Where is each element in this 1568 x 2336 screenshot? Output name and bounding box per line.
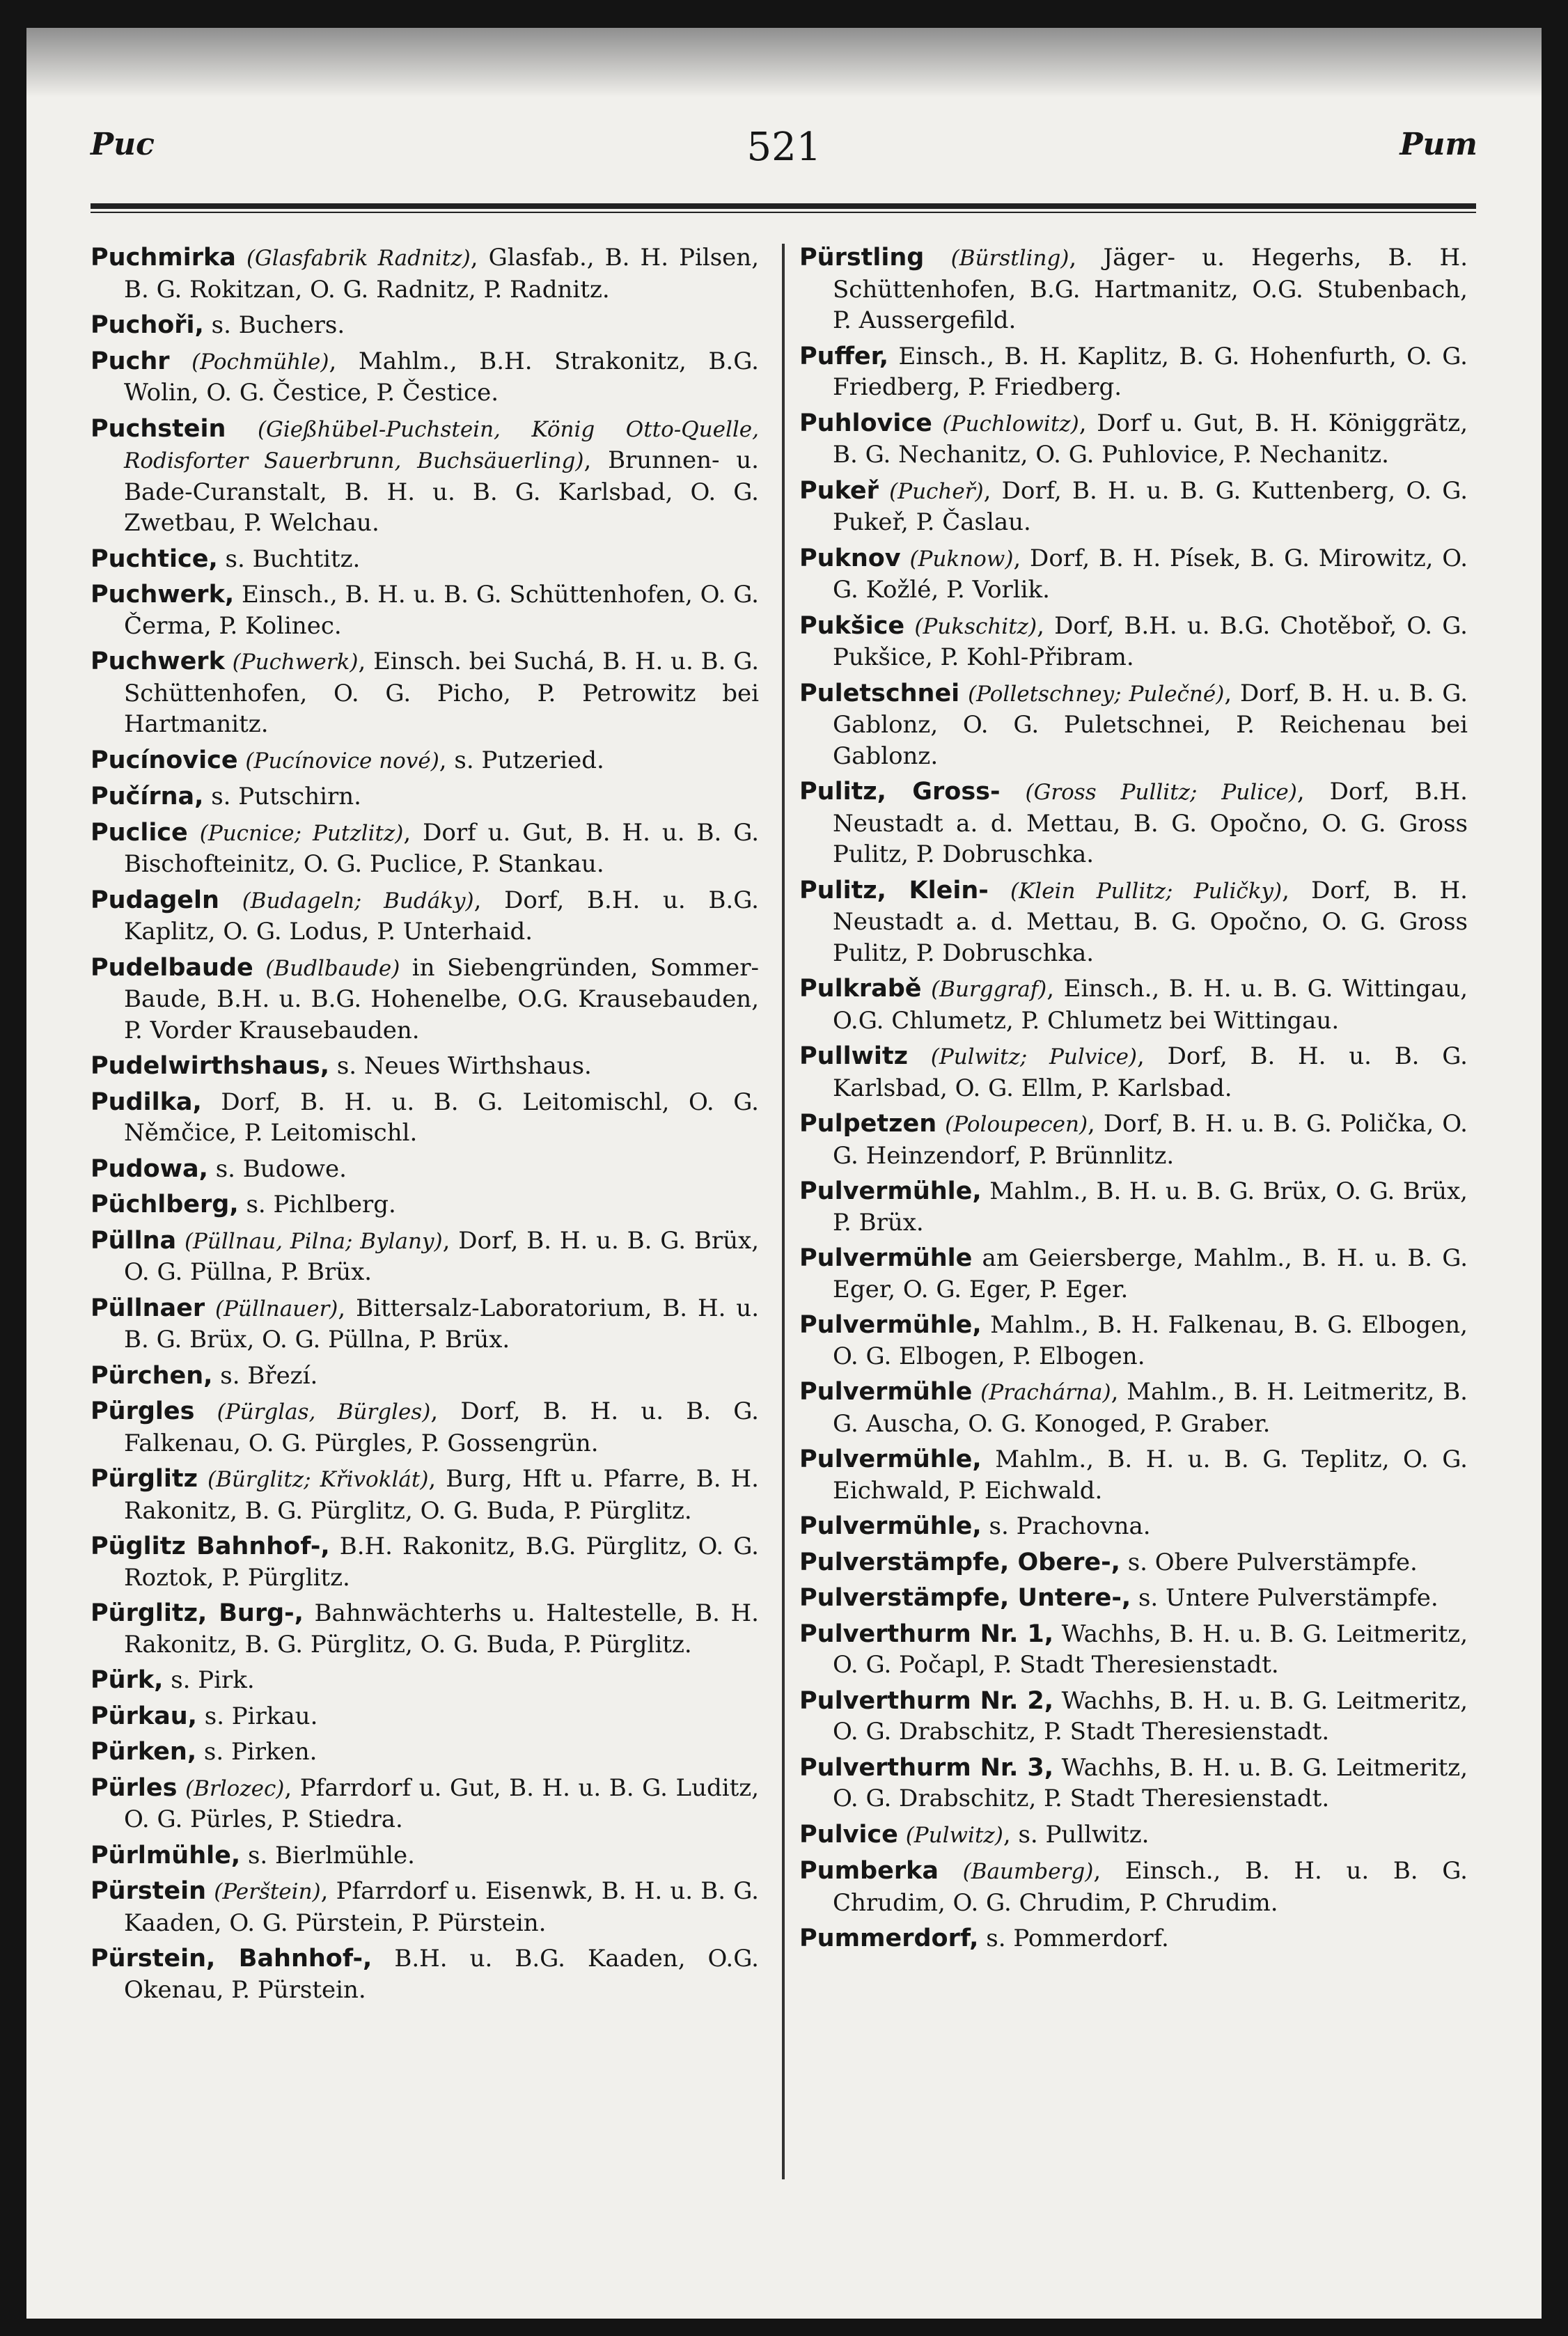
entry-text: , Dorf, B. H. Neustadt a. d. Mettau, B. G. Opočno, O. G. Gross Pulitz, P. Dobruschka. — [833, 876, 1468, 967]
entry — [799, 678, 1468, 772]
entry-text: , Dorf, B.H. Neustadt a. d. Mettau, B. G. Opočno, O. G. Gross Pulitz, P. Dobruschka. — [833, 778, 1468, 868]
entry-headword: Pulitz, Klein- — [799, 876, 989, 904]
entry-text: , Dorf, B.H. u. B.G. Kaplitz, O. G. Lodus, P. Unterhaid. — [124, 886, 759, 946]
entry-text: Dorf, B. H. u. B. G. Leitomischl, O. G. Němčice, P. Leitomischl. — [124, 1088, 759, 1147]
entry-text: am Geiersberge, Mahlm., B. H. u. B. G. Eger, O. G. Eger, P. Eger. — [833, 1244, 1468, 1303]
entry-headword: Pulverthurm Nr. 1, — [799, 1620, 1054, 1648]
entry — [799, 1041, 1468, 1104]
entry-text: Wachhs, B. H. u. B. G. Leitmeritz, O. G. Drabschitz, P. Stadt Theresienstadt. — [833, 1686, 1468, 1746]
entry-variant: (Pukschitz) — [914, 613, 1037, 639]
entry — [91, 1225, 759, 1288]
entry — [91, 1087, 759, 1149]
entry — [799, 242, 1468, 336]
entry-text: , Burg, Hft u. Pfarre, B. H. Rakonitz, B. G. Pürglitz, O. G. Buda, P. Pürglitz. — [124, 1465, 759, 1525]
entry — [91, 1773, 759, 1835]
entry — [799, 1686, 1468, 1748]
entry — [799, 1243, 1468, 1305]
entry-text: , Dorf, B. H. Písek, B. G. Mirowitz, O. G. Kožlé, P. Vorlik. — [833, 544, 1468, 604]
entry — [799, 1753, 1468, 1814]
entry-variant: (Poloupecen) — [945, 1112, 1088, 1137]
entry-variant: (Budlbaude) — [265, 955, 400, 981]
entry-text: , Jäger- u. Hegerhs, B. H. Schüttenhofen, B.G. Hartmanitz, O.G. Stubenbach, P. Aussergefild. — [833, 244, 1468, 334]
entry-headword: Püchlberg, — [91, 1191, 239, 1218]
entry-text: s. Buchtitz. — [217, 544, 361, 573]
entry-variant: (Prachárna) — [980, 1380, 1111, 1405]
entry-text: , Mahlm., B.H. Strakonitz, B.G. Wolin, O. G. Čestice, P. Čestice. — [124, 347, 759, 407]
entry — [799, 1923, 1468, 1954]
entry-headword: Pürstein, Bahnhof-, — [91, 1945, 373, 1973]
entry-text: s. Pirk. — [163, 1666, 255, 1694]
entry-headword: Pürglitz — [91, 1465, 198, 1493]
entry — [91, 1396, 759, 1459]
entry-variant: (Pucheř) — [889, 478, 984, 504]
entry — [91, 310, 759, 341]
entry-variant: (Budageln; Budáky) — [242, 888, 474, 914]
entry — [91, 1665, 759, 1696]
entry — [91, 646, 759, 740]
entry-text: , Glasfab., B. H. Pilsen, B. G. Rokitzan, O. G. Radnitz, P. Radnitz. — [124, 244, 759, 304]
entry-headword: Puchwerk, — [91, 581, 235, 609]
entry-headword: Pulverstämpfe, Untere-, — [799, 1584, 1131, 1612]
entry — [799, 973, 1468, 1036]
entry — [799, 875, 1468, 969]
entry — [91, 1876, 759, 1938]
entry-headword: Pudilka, — [91, 1088, 202, 1116]
entry-variant: (Pochmühle) — [191, 349, 329, 375]
entry-text: B.H. Rakonitz, B.G. Pürglitz, O. G. Roztok, P. Pürglitz. — [124, 1532, 759, 1592]
entry-headword: Pürstling — [799, 244, 925, 272]
entry — [91, 1154, 759, 1185]
entry-variant: (Perštein) — [214, 1879, 321, 1904]
entry-text: Einsch., B. H. Kaplitz, B. G. Hohenfurth, O. G. Friedberg, P. Friedberg. — [833, 342, 1468, 401]
entry — [799, 1310, 1468, 1372]
entry — [91, 953, 759, 1047]
entry-headword: Püllna — [91, 1226, 177, 1255]
entry — [799, 1619, 1468, 1681]
entry — [799, 408, 1468, 471]
entry-variant: (Puknow) — [909, 546, 1014, 572]
entry-headword: Pulpetzen — [799, 1110, 937, 1138]
entry-headword: Pulvice — [799, 1820, 898, 1849]
dictionary-page — [26, 28, 1542, 2319]
entry — [91, 1189, 759, 1221]
running-head-left: Puc — [91, 127, 155, 162]
entry — [91, 1051, 759, 1082]
left-column — [91, 242, 759, 2010]
entry-text: , Dorf, B. H. u. B. G. Kuttenberg, O. G. Pukeř, P. Časlau. — [833, 476, 1468, 536]
entry-variant: (Brlozec) — [185, 1775, 285, 1801]
entry-variant: (Burggraf) — [931, 977, 1047, 1002]
entry-text: , Dorf, B. H. u. B. G. Polička, O. G. Heinzendorf, P. Brünnlitz. — [833, 1110, 1468, 1170]
entry — [91, 1737, 759, 1768]
entry-headword: Pürgles — [91, 1397, 195, 1425]
entry-text: , Dorf, B. H. u. B. G. Karlsbad, O. G. Ellm, P. Karlsbad. — [833, 1042, 1468, 1102]
entry-headword: Pulverthurm Nr. 3, — [799, 1753, 1054, 1782]
entry-headword: Puchoři, — [91, 311, 204, 339]
entry-variant: (Gießhübel-Puchstein, König Otto-Quelle, Rodisforter Sauerbrunn, Buchsäuerling) — [124, 416, 759, 473]
entry-text: s. Untere Pulverstämpfe. — [1131, 1584, 1438, 1612]
right-column — [799, 242, 1468, 1959]
entry-headword: Pudowa, — [91, 1154, 208, 1183]
entry — [91, 1464, 759, 1526]
entry-headword: Pürlmühle, — [91, 1841, 241, 1869]
entry-text: Mahlm., B. H. u. B. G. Brüx, O. G. Brüx, P. Brüx. — [833, 1177, 1468, 1237]
entry-text: , Dorf u. Gut, B. H. Königgrätz, B. G. Nechanitz, O. G. Puhlovice, P. Nechanitz. — [833, 409, 1468, 469]
entry-text: , Dorf u. Gut, B. H. u. B. G. Bischofteinitz, O. G. Puclice, P. Stankau. — [124, 818, 759, 878]
entry-variant: (Puchwerk) — [232, 650, 359, 675]
entry-text: s. Buchers. — [203, 311, 345, 339]
entry-text: in Siebengründen, Sommer-Baude, B.H. u. B.G. Hohenelbe, O.G. Krausebauden, P. Vorder Krausebauden. — [124, 953, 759, 1044]
entry — [799, 341, 1468, 403]
entry-text: Wachhs, B. H. u. B. G. Leitmeritz, O. G. Počapl, P. Stadt Theresienstadt. — [833, 1620, 1468, 1679]
entry-text: , Brunnen- u. Bade-Curanstalt, B. H. u. B. G. Karlsbad, O. G. Zwetbau, P. Welchau. — [124, 446, 759, 537]
entry — [91, 414, 759, 539]
entry-headword: Pulvermühle, — [799, 1445, 982, 1473]
entry-headword: Pulvermühle — [799, 1378, 973, 1406]
entry-text: s. Obere Pulverstämpfe. — [1120, 1548, 1418, 1576]
entry-variant: (Gross Pullitz; Pulice) — [1025, 780, 1297, 805]
entry-variant: (Bürstling) — [950, 246, 1069, 271]
entry-text: s. Březí. — [212, 1361, 318, 1390]
entry — [799, 611, 1468, 673]
entry-headword: Pürstein — [91, 1877, 207, 1905]
entry-text: , Dorf, B. H. u. B. G. Falkenau, O. G. Pürgles, P. Gossengrün. — [124, 1397, 759, 1457]
entry-text: , s. Putzeried. — [439, 746, 604, 774]
entry-headword: Püglitz Bahnhof-, — [91, 1532, 330, 1560]
entry-text: Wachhs, B. H. u. B. G. Leitmeritz, O. G. Drabschitz, P. Stadt Theresienstadt. — [833, 1753, 1468, 1812]
entry-headword: Pudelwirthshaus, — [91, 1052, 330, 1080]
entry-text: , Einsch., B. H. u. B. G. Chrudim, O. G. Chrudim, P. Chrudim. — [833, 1857, 1468, 1917]
entry — [799, 543, 1468, 606]
entry — [91, 817, 759, 880]
entry-headword: Puchstein — [91, 414, 226, 443]
entry-text: , s. Pullwitz. — [1003, 1820, 1150, 1849]
entry — [799, 1511, 1468, 1542]
entry-headword: Püllnaer — [91, 1294, 205, 1322]
entry — [91, 1943, 759, 2005]
entry-text: , Dorf, B.H. u. B.G. Chotěboř, O. G. Pukšice, P. Kohl-Přibram. — [833, 611, 1468, 671]
entry — [799, 776, 1468, 870]
entry-headword: Pürglitz, Burg-, — [91, 1599, 304, 1627]
entry — [799, 1547, 1468, 1578]
entry-headword: Pudelbaude — [91, 953, 253, 982]
entry-variant: (Püllnauer) — [214, 1296, 338, 1322]
entry-headword: Pulvermühle, — [799, 1311, 982, 1339]
entry-text: s. Pichlberg. — [238, 1191, 396, 1218]
entry-text: , Dorf, B. H. u. B. G. Gablonz, O. G. Puletschnei, P. Reichenau bei Gablonz. — [833, 679, 1468, 770]
entry — [799, 1377, 1468, 1439]
entry-variant: (Pucnice; Putzlitz) — [199, 820, 404, 846]
entry — [799, 1856, 1468, 1918]
entry-headword: Puchtice, — [91, 544, 218, 573]
entry-headword: Pürken, — [91, 1738, 197, 1766]
entry-text: s. Prachovna. — [981, 1512, 1151, 1540]
entry-headword: Pučírna, — [91, 783, 204, 810]
entry — [91, 885, 759, 948]
entry — [91, 1531, 759, 1593]
entry-variant: (Pucínovice nové) — [245, 748, 439, 774]
entry-headword: Puffer, — [799, 342, 889, 370]
entry-text: Mahlm., B. H. u. B. G. Teplitz, O. G. Eichwald, P. Eichwald. — [833, 1445, 1468, 1505]
entry-headword: Pummerdorf, — [799, 1925, 979, 1952]
entry — [91, 544, 759, 575]
entry — [91, 1293, 759, 1356]
entry-text: B.H. u. B.G. Kaaden, O.G. Okenau, P. Pürstein. — [124, 1945, 759, 2004]
entry — [91, 1361, 759, 1392]
entry-headword: Pumberka — [799, 1857, 939, 1885]
entry-variant: (Bürglitz; Křivoklát) — [207, 1467, 429, 1492]
entry-headword: Pulverstämpfe, Obere-, — [799, 1548, 1120, 1576]
entry — [799, 476, 1468, 538]
entry-headword: Puletschnei — [799, 679, 960, 707]
page-number: 521 — [746, 125, 822, 170]
entry-text: s. Pommerdorf. — [978, 1925, 1169, 1952]
entry-headword: Pukeř — [799, 476, 879, 505]
entry-variant: (Pulwitz; Pulvice) — [930, 1044, 1138, 1069]
entry-headword: Puchwerk — [91, 648, 225, 675]
entry-headword: Puchr — [91, 347, 170, 375]
entry-headword: Pucínovice — [91, 746, 238, 774]
entry-headword: Pürles — [91, 1773, 178, 1802]
entry-text: , Bittersalz-Laboratorium, B. H. u. B. G. Brüx, O. G. Püllna, P. Brüx. — [124, 1294, 760, 1354]
entry-text: s. Bierlmühle. — [240, 1841, 415, 1869]
entry — [799, 1108, 1468, 1171]
entry — [91, 346, 759, 409]
entry-text: Mahlm., B. H. Falkenau, B. G. Elbogen, O. G. Elbogen, P. Elbogen. — [833, 1311, 1468, 1370]
entry — [91, 1598, 759, 1660]
entry-text: s. Pirkau. — [196, 1702, 318, 1730]
entry-headword: Puchmirka — [91, 244, 236, 272]
entry-text: , Pfarrdorf u. Eisenwk, B. H. u. B. G. Kaaden, O. G. Pürstein, P. Pürstein. — [124, 1877, 759, 1937]
column-divider — [782, 244, 785, 2179]
entry — [91, 1701, 759, 1732]
entry-headword: Pulverthurm Nr. 2, — [799, 1686, 1054, 1715]
entry-text: , Pfarrdorf u. Gut, B. H. u. B. G. Luditz, O. G. Pürles, P. Stiedra. — [124, 1773, 760, 1833]
header-rule — [91, 203, 1476, 209]
entry-headword: Pulvermühle, — [799, 1177, 982, 1205]
entry — [91, 242, 759, 305]
entry-headword: Pulkrabě — [799, 975, 922, 1003]
running-head-right: Pum — [1400, 127, 1477, 162]
entry — [91, 781, 759, 813]
entry-headword: Puhlovice — [799, 409, 932, 437]
entry-variant: (Püllnau, Pilna; Bylany) — [184, 1228, 443, 1254]
entry-text: , Mahlm., B. H. Leitmeritz, B. G. Auscha, O. G. Konoged, P. Graber. — [833, 1378, 1468, 1438]
entry-headword: Pulvermühle, — [799, 1512, 982, 1540]
entry — [91, 579, 759, 641]
entry-variant: (Glasfabrik Radnitz) — [246, 246, 471, 271]
entry-variant: (Klein Pullitz; Puličky) — [1010, 878, 1283, 904]
entry-text: s. Pirken. — [196, 1738, 317, 1766]
entry-headword: Pullwitz — [799, 1042, 908, 1070]
entry-variant: (Polletschney; Pulečné) — [968, 681, 1225, 707]
entry-headword: Pulitz, Gross- — [799, 778, 1001, 806]
entry — [799, 1819, 1468, 1851]
entry-headword: Puknov — [799, 544, 901, 572]
header-rule-thin — [91, 212, 1476, 213]
entry — [91, 1840, 759, 1872]
entry-text: , Dorf, B. H. u. B. G. Brüx, O. G. Püllna, P. Brüx. — [124, 1226, 759, 1286]
entry-headword: Pürk, — [91, 1666, 164, 1694]
entry-text: , Einsch. bei Suchá, B. H. u. B. G. Schüttenhofen, O. G. Picho, P. Petrowitz bei Hartmanitz. — [124, 648, 760, 738]
entry — [91, 745, 759, 777]
entry-variant: (Puchlowitz) — [942, 411, 1079, 437]
entry-headword: Pukšice — [799, 611, 905, 640]
entry-headword: Puclice — [91, 818, 188, 847]
scan-shadow — [26, 28, 1542, 97]
entry-variant: (Pürglas, Bürgles) — [217, 1400, 431, 1425]
entry — [799, 1176, 1468, 1238]
entry-headword: Pürchen, — [91, 1361, 213, 1390]
entry-text: s. Budowe. — [207, 1154, 347, 1183]
entry — [799, 1583, 1468, 1614]
entry-headword: Pulvermühle — [799, 1244, 973, 1272]
entry-variant: (Pulwitz) — [905, 1822, 1003, 1848]
entry-text: s. Neues Wirthshaus. — [329, 1052, 592, 1080]
entry-headword: Pudageln — [91, 886, 219, 914]
entry-text: , Einsch., B. H. u. B. G. Wittingau, O.G. Chlumetz, P. Chlumetz bei Wittingau. — [833, 975, 1468, 1035]
entry — [799, 1444, 1468, 1506]
entry-variant: (Baumberg) — [962, 1859, 1094, 1884]
entry-text: s. Putschirn. — [203, 783, 361, 810]
entry-text: Einsch., B. H. u. B. G. Schüttenhofen, O. G. Čerma, P. Kolinec. — [124, 581, 759, 640]
entry-headword: Pürkau, — [91, 1702, 197, 1730]
entry-text: Bahnwächterhs u. Haltestelle, B. H. Rakonitz, B. G. Pürglitz, O. G. Buda, P. Pürglitz. — [124, 1599, 759, 1659]
